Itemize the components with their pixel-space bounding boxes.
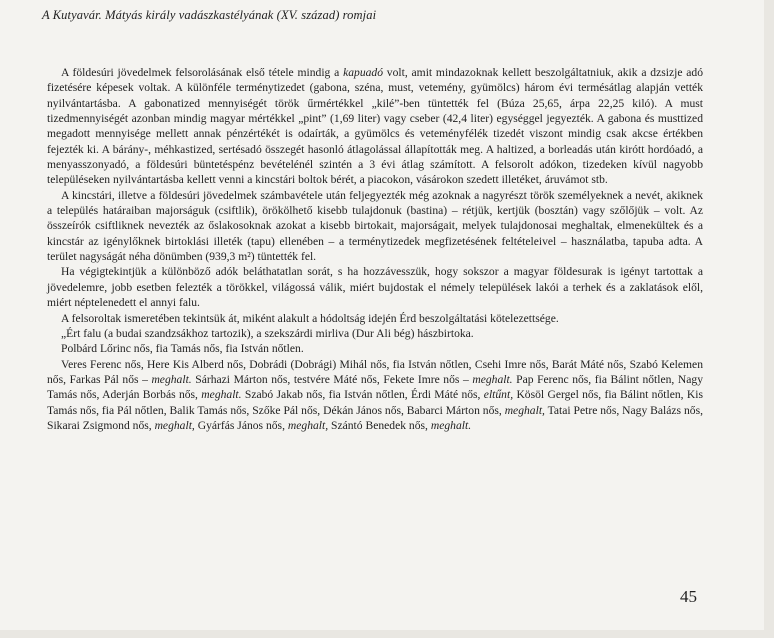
text-run: Gyárfás János nős, [194, 418, 288, 432]
paragraph [47, 357, 703, 434]
page-number: 45 [680, 587, 697, 606]
text-run: Pap Ferenc nős, fia Bálint nőtlen, Nagy Tamás nős, Aderján Borbás nős, [47, 372, 703, 402]
italic-text: meghalt, [504, 403, 545, 417]
text-run: Szabó Jakab nős, fia István nőtlen, Érdi Máté nős, [241, 388, 484, 402]
paragraph [47, 341, 703, 356]
paragraph [47, 264, 703, 310]
running-head: A Kutyavár. Mátyás király vadászkastélyának (XV. század) romjai [42, 8, 377, 22]
paragraph [47, 326, 703, 341]
text-run: „Ért falu (a budai szandzsákhoz tartozik), a szekszárdi mirliva (Dur Ali bég) hászbirtoka. [61, 326, 474, 340]
text-run: Ha végigtekintjük a különböző adók beláthatatlan sorát, s ha hozzávesszük, hogy sokszor a magyar földesurak is igényt tartottak a jövedelemre, jobb esetben felezték a törökkel, világossá válik, miért bujdostak el némely települések lakói a terhek és a zaklatások elől, miért néptelenedett el annyi falu. [47, 265, 703, 310]
text-run: Tatai Petre nős, Nagy Balázs nős, Sikarai Zsigmond nős, [47, 403, 703, 432]
text-run: Veres Ferenc nős, Here Kis Alberd nős, Dobrádi (Dobrági) Mihál nős, fia István nőtlen, Csehi Imre nős, Barát Máté nős, Szabó Kelemen nős, Farkas Pál nős – [47, 357, 703, 386]
italic-text: kapuadó [343, 66, 384, 79]
text-run: A földesúri jövedelmek felsorolásának első tétele mindig a [61, 66, 344, 79]
text-run: Polbárd Lőrinc nős, fia Tamás nős, fia István nőtlen. [61, 342, 304, 356]
body-text [47, 65, 703, 433]
page-edge-right [764, 0, 774, 638]
italic-text: meghalt, [287, 418, 329, 432]
italic-text: meghalt. [472, 372, 513, 386]
italic-text: meghalt, [154, 418, 195, 432]
italic-text: eltűnt, [483, 388, 514, 402]
paragraph [47, 188, 703, 265]
text-run: A kincstári, illetve a földesúri jövedelmek számbavétele után feljegyezték még azoknak a nagyrészt török személyeknek a nevét, akiknek a település határaiban majorságuk (csiftlik), örökölhető kisebb tulajdonuk (bastina) – rétjük, kertjük (bosztán) vagy szőlőjük – volt. Az összeírók csiftliknek nevezték az őslakosoknak azokat a kisebb birtokait, majorságait, melyek tulajdonosai meghaltak, elmenekültek és a kincstár az igénylőknek birtoklási illeték (tapu) ellenében – a terménytizedek megfizetésének feltételeivel – használatba, tapuba adta. A terület nagyságát néha dönümben (939,3 m²) tüntették fel. [47, 188, 703, 264]
page-edge-bottom [0, 630, 774, 638]
text-run: Kösöl Gergel nős, fia Bálint nőtlen, Kis Tamás nős, fia Pál nőtlen, Balik Tamás nős, Szőke Pál nős, Dékán János nős, Babarci Márton nős, [47, 388, 703, 417]
paragraph [47, 65, 703, 188]
text-run: Szántó Benedek nős, [328, 418, 431, 432]
text-run: Sárhazi Márton nős, testvére Máté nős, Fekete Imre nős – [191, 372, 473, 386]
text-run: volt, amit mindazoknak kellett beszolgáltatniuk, akik a dzsizje adó fizetésére képesek voltak. A különféle terménytizedet (gabona, széna, must, vetemény, gyümölcs) három évi termésátlag alapján vették nyilvántartásba. A gabonatized mennyiségét török űrmértékkel „kilé”-ben tüntették fel (Búza 25,65, árpa 22,25 kiló). A must tizedmennyiségét azonban mindig magyar mértékkel „pint” (1,69 liter) vagy cseber (42,4 liter) egységgel jegyezték. A gabona és musttized megadott mennyisége mellett annak pénzértékét is odaírták, a gyümölcs és veteményfélék tizedét viszont mindig csak akcse értékben fejezték ki. A bárány-, méhkastized, sertésadó összegét hasonló átlagolással állapították meg. A haltized, a borleadás után kirótt hordóadó, a menyasszonyadó, a földesúri büntetéspénz bevételénél szintén a 3 évi átlag számított. A felsorolt adókon, tizedeken kívül nagyobb településeken nyilvántartásba kellett venni a kincstári boltok bérét, a piacokon, vásárokon szedett illetéket, áruvámot stb. [47, 66, 703, 187]
paragraph [47, 311, 703, 326]
italic-text: meghalt. [430, 418, 472, 432]
italic-text: meghalt. [151, 372, 192, 386]
italic-text: meghalt. [201, 388, 242, 402]
text-run: A felsoroltak ismeretében tekintsük át, miként alakult a hódoltság idején Érd beszolgáltatási kötelezettsége. [61, 311, 559, 325]
